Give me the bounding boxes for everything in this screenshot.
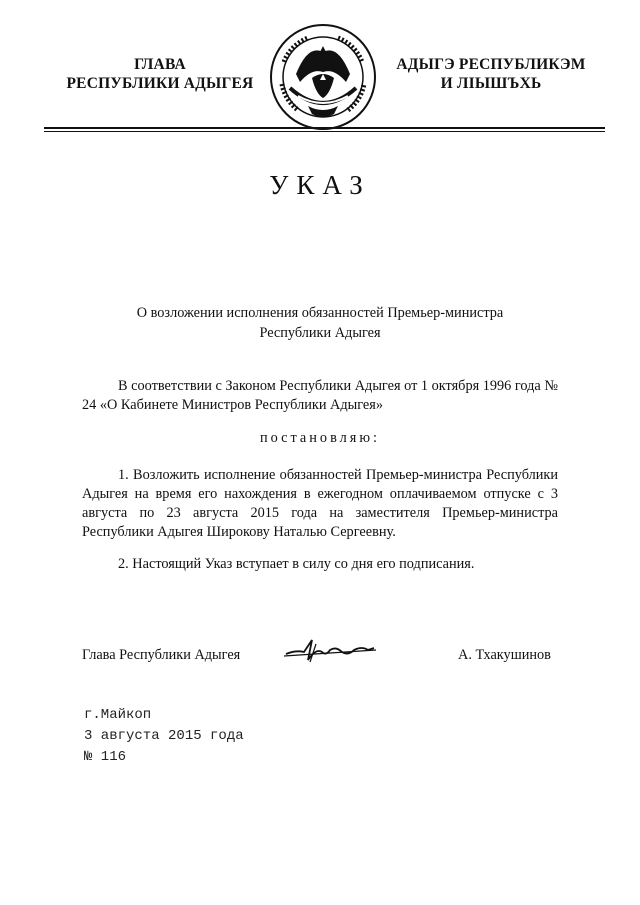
header-right-line2: И ЛІЫШЪХЬ bbox=[440, 75, 542, 92]
header-divider-thin bbox=[44, 131, 605, 132]
header-right-line1: АДЫГЭ РЕСПУБЛИКЭМ bbox=[396, 56, 586, 73]
document-subject bbox=[100, 303, 540, 343]
header-right bbox=[382, 55, 600, 93]
header-divider-thick bbox=[44, 127, 605, 129]
header-left-line2: РЕСПУБЛИКИ АДЫГЕЯ bbox=[66, 75, 254, 92]
signatory-position: Глава Республики Адыгея bbox=[82, 647, 241, 663]
subject-line2: Республики Адыгея bbox=[259, 325, 381, 341]
place-date-stamp bbox=[84, 705, 244, 768]
item-2-paragraph: 2. Настоящий Указ вступает в силу со дня его подписания. bbox=[118, 556, 475, 572]
stamp-number: № 116 bbox=[84, 749, 127, 765]
header-left-line1: ГЛАВА bbox=[134, 56, 186, 73]
stamp-city: г.Майкоп bbox=[84, 707, 152, 723]
stamp-date: 3 августа 2015 года bbox=[84, 728, 244, 744]
item-1-paragraph: 1. Возложить исполнение обязанностей Премьер-министра Республики Адыгея на время его нахождения в ежегодном оплачиваемом отпуске с 3 августа по 23 августа 2015 года на заместителя Премьер-министра Республики Адыгея Широкову Наталью Сергеевну. bbox=[82, 467, 558, 540]
signatory-name: А. Тхакушинов bbox=[458, 647, 551, 663]
preamble-paragraph: В соответствии с Законом Республики Адыгея от 1 октября 1996 года № 24 «О Кабинете Министров Республики Адыгея» bbox=[82, 378, 558, 413]
handwritten-signature-icon bbox=[282, 634, 382, 664]
decree-word: постановляю: bbox=[260, 430, 380, 446]
subject-line1: О возложении исполнения обязанностей Премьер-министра bbox=[136, 305, 504, 321]
header-left bbox=[40, 55, 280, 93]
document-title: УКАЗ bbox=[269, 170, 371, 200]
coat-of-arms-adygea-icon bbox=[268, 22, 378, 132]
